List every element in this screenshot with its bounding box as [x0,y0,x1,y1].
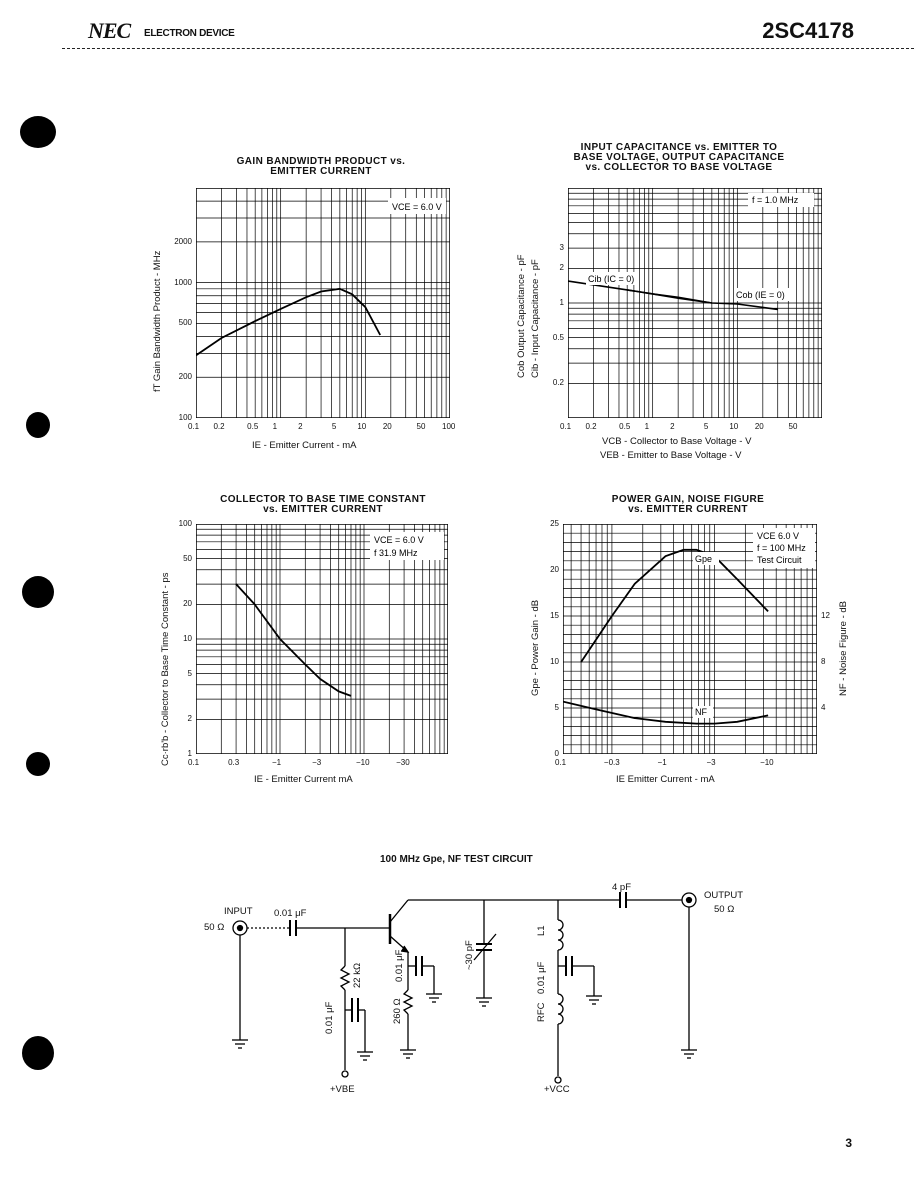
chart-cap-xtick: 10 [729,422,739,431]
chart-cap-ytick: 3 [559,243,564,253]
chart-ft-xtick: 0.5 [247,422,259,431]
header-rule [62,48,914,49]
chart-tc-ylabel: Cc·rb'b - Collector to Base Time Constant - ps [160,572,171,766]
chart-pg-ytick: 5 [554,703,559,712]
chart-pg-ylabel-right: NF - Noise Figure - dB [838,600,849,696]
chart-ft-ytick: 2000 [174,236,192,246]
chart-pg-condition-3: Test Circuit [757,555,802,565]
chart-pg-label-nf: NF [695,707,707,717]
chart-pg-xtick: −1 [657,758,667,767]
chart-pg-ytick-right: 4 [821,703,826,712]
binder-hole [26,412,50,438]
circuit-input-label: INPUT [224,906,253,917]
circuit-c5-label: 4 pF [612,882,632,893]
circuit-c2-label: 0.01 μF [324,1001,335,1034]
circuit-c6-label: ~30 pF [464,940,475,970]
chart-tc-ytick: 2 [187,714,192,724]
chart-cap-label-cib: Cib (IC = 0) [588,274,635,284]
circuit-title: 100 MHz Gpe, NF TEST CIRCUIT [380,854,533,865]
chart-tc-xtick: 0.3 [228,758,240,767]
chart-tc-title: COLLECTOR TO BASE TIME CONSTANT vs. EMITTER CURRENT [220,494,426,515]
part-number: 2SC4178 [762,18,854,43]
chart-pg-ytick-right: 8 [821,657,826,666]
chart-cap-xtick: 20 [754,422,764,431]
chart-cap-grid [568,188,822,418]
chart-cap-xtick: 5 [703,422,709,431]
chart-pg-ytick: 10 [550,657,559,666]
chart-tc-ytick: 5 [187,668,192,678]
chart-tc-ytick: 20 [183,599,192,609]
chart-cap-xlabel-1: VCB - Collector to Base Voltage - V [602,436,752,447]
chart-pg-ytick: 25 [550,519,559,528]
circuit-input-impedance: 50 Ω [204,922,225,933]
chart-pg-ytick: 15 [550,611,559,620]
brand-subtitle: ELECTRON DEVICE [144,28,235,39]
chart-ft-ylabel: fT Gain Bandwidth Product - MHz [152,250,163,392]
binder-hole [26,752,50,776]
chart-ft-xtick: 0.2 [213,422,225,431]
chart-pg-condition-2: f = 100 MHz [757,543,806,553]
chart-pg-title: POWER GAIN, NOISE FIGURE vs. EMITTER CURRENT [611,494,765,515]
chart-tc-ytick: 10 [183,634,192,643]
chart-cap [568,188,822,418]
chart-cap-xtick: 0.1 [560,422,572,431]
chart-pg-label-gpe: Gpe [695,554,713,564]
circuit-c1-label: 0.01 μF [274,908,307,919]
circuit-vbe-label: +VBE [330,1084,355,1095]
chart-tc-ytick: 1 [187,749,192,758]
chart-ft-xlabel: IE - Emitter Current - mA [252,440,357,451]
chart-cap-xtick: 0.5 [619,422,631,431]
chart-cap-ytick: 0.2 [552,378,564,388]
chart-pg-condition-1: VCE 6.0 V [757,531,800,541]
circuit-c4-label: 0.01 μF [536,961,547,994]
circuit-r2-label: 260 Ω [392,998,403,1024]
chart-ft-ytick: 200 [178,372,192,382]
circuit-vcc-label: +VCC [544,1084,570,1095]
chart-cap-condition: f = 1.0 MHz [752,195,799,205]
chart-tc-condition-2: f 31.9 MHz [374,548,418,558]
chart-tc-curve [236,584,351,696]
chart-ft-xtick: 5 [331,422,337,431]
chart-ft-ytick: 100 [178,413,192,422]
chart-ft-grid [196,188,450,418]
chart-cap-ytick: 1 [559,298,564,307]
chart-ft-curve [196,289,380,356]
chart-tc-xtick: −10 [356,758,370,767]
chart-cap-xtick: 0.2 [585,422,597,431]
brand-logo: NEC [88,18,131,43]
chart-tc [196,524,448,754]
chart-tc-xtick: 0.1 [188,758,200,767]
chart-ft-xtick: 50 [416,422,426,431]
chart-pg-xlabel: IE Emitter Current - mA [616,774,715,785]
chart-cap-ylabel-1: Cob Output Capacitance - pF [516,254,527,378]
circuit-l1-label: L1 [536,925,547,936]
binder-hole [20,116,56,148]
chart-ft-xtick: 20 [382,422,392,431]
chart-cap-ylabel-2: Cib - Input Capacitance - pF [530,259,541,378]
chart-pg [563,524,817,754]
chart-pg-ytick: 20 [550,565,559,574]
chart-cap-ytick: 0.5 [552,332,564,342]
chart-pg-ytick-right: 12 [821,611,830,620]
chart-ft [196,188,450,418]
chart-tc-ytick: 100 [178,519,192,528]
chart-ft-condition: VCE = 6.0 V [392,202,442,212]
chart-cap-xlabel-2: VEB - Emitter to Base Voltage - V [600,450,742,461]
test-circuit [200,870,760,1100]
chart-tc-xtick: −3 [312,758,322,767]
chart-pg-xtick: −10 [760,758,774,767]
chart-ft-xtick: 0.1 [188,422,200,431]
chart-cap-xtick: 50 [788,422,798,431]
chart-cap-ytick: 2 [559,263,564,273]
binder-hole [22,576,54,608]
circuit-rfc-label: RFC [536,1002,547,1022]
chart-tc-xlabel: IE - Emitter Current mA [254,774,353,785]
circuit-output-label: OUTPUT [704,890,744,901]
ground-symbol [232,1040,248,1048]
chart-tc-xtick: −30 [396,758,410,767]
chart-ft-ytick: 500 [178,318,192,328]
circuit-r1-label: 22 kΩ [352,962,363,988]
chart-pg-xtick: −3 [706,758,716,767]
chart-tc-condition-1: VCE = 6.0 V [374,535,424,545]
circuit-c3-label: 0.01 μF [394,949,405,982]
chart-pg-xtick: 0.1 [555,758,567,767]
chart-cap-xtick: 2 [670,422,675,431]
chart-pg-curve-gpe [581,550,768,662]
chart-pg-ytick: 0 [554,749,559,758]
chart-ft-title: GAIN BANDWIDTH PRODUCT vs. EMITTER CURRENT [236,156,406,177]
chart-pg-xtick: −0.3 [603,758,620,767]
chart-cap-label-cob: Cob (IE = 0) [736,290,785,300]
chart-ft-xtick: 100 [442,422,456,431]
chart-tc-xtick: −1 [272,758,282,767]
chart-pg-ylabel: Gpe - Power Gain - dB [530,599,541,696]
binder-hole [22,1036,54,1070]
chart-ft-xtick: 10 [357,422,367,431]
chart-pg-curve-nf [563,702,768,724]
chart-ft-xtick: 1 [272,422,278,431]
circuit-output-impedance: 50 Ω [714,904,735,915]
chart-cap-xtick: 1 [644,422,650,431]
chart-ft-ytick: 1000 [174,277,192,287]
page-header [0,0,918,50]
chart-cap-title: INPUT CAPACITANCE vs. EMITTER TO BASE VOLTAGE, OUTPUT CAPACITANCE vs. COLLECTOR TO BASE VOLTAGE [573,142,785,173]
page-number: 3 [845,1136,852,1150]
chart-ft-xtick: 2 [298,422,303,431]
chart-tc-ytick: 50 [183,553,192,563]
